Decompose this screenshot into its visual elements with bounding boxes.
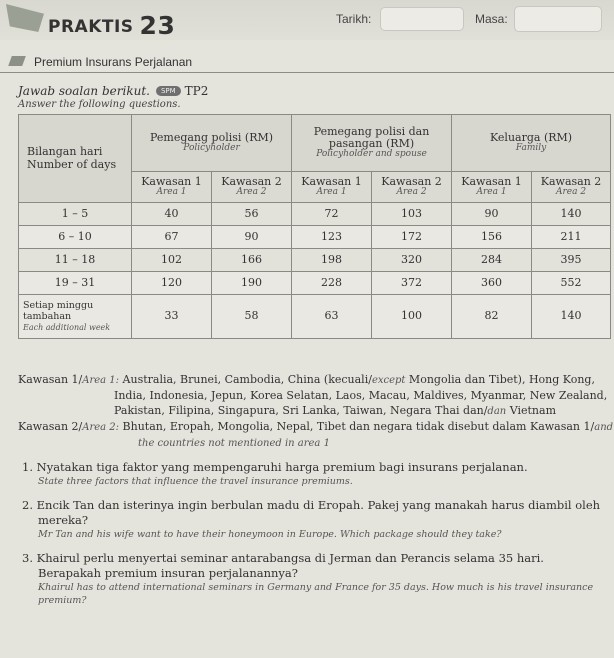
masa-label: Masa: <box>475 12 508 26</box>
table-row: 11 – 18 102 166 198 320 284 395 <box>19 249 611 272</box>
area2-description: Kawasan 2/Area 2: Bhutan, Eropah, Mongolia, Nepal, Tibet dan negara tidak disebut dalam Kawasan 1/and the countries not mentioned in area 1 <box>18 420 614 449</box>
area1-header: Kawasan 1 Area 1 <box>292 172 372 203</box>
section-title: Premium Insurans Perjalanan <box>34 55 193 69</box>
area2-header: Kawasan 2 Area 2 <box>372 172 452 203</box>
praktis-label: PRAKTIS <box>48 17 134 37</box>
area1-header: Kawasan 1 Area 1 <box>452 172 532 203</box>
area1-header: Kawasan 1 Area 1 <box>132 172 212 203</box>
instruction-ms: Jawab soalan berikut. SPM TP2 <box>18 84 209 98</box>
days-header: Bilangan hari Number of days <box>19 115 132 203</box>
table-row: 19 – 31 120 190 228 372 360 552 <box>19 272 611 295</box>
question-item: 2. Encik Tan dan isterinya ingin berbulan madu di Eropah. Pakej yang manakah harus diambil oleh mereka? Mr Tan and his wife want to have their honeymoon in Europe. Which package should they take? <box>22 498 601 540</box>
area2-header: Kawasan 2 Area 2 <box>212 172 292 203</box>
tarikh-label: Tarikh: <box>336 12 372 26</box>
table-row: 6 – 10 67 90 123 172 156 211 <box>19 226 611 249</box>
tarikh-field[interactable] <box>380 7 464 31</box>
policyholder-header: Pemegang polisi (RM) Policyholder <box>132 115 292 172</box>
masa-field[interactable] <box>514 6 602 32</box>
area1-description: Kawasan 1/Area 1: Australia, Brunei, Cambodia, China (kecuali/except Mongolia dan Tibet), Hong Kong, India, Indonesia, Jepun, Korea Selatan, Laos, Macau, Maldives, Myanmar, New Zealand, Pakistan, Filipina, Singapura, Sri Lanka, Taiwan, Negara Thai dan/dan Vietnam <box>18 373 608 417</box>
section-heading <box>0 52 614 72</box>
praktis-logo-icon <box>6 4 44 32</box>
tp-level: TP2 <box>184 84 209 98</box>
spm-badge: SPM <box>156 86 181 96</box>
section-marker-icon <box>8 56 26 66</box>
question-item: 3. Khairul perlu menyertai seminar antarabangsa di Jerman dan Perancis selama 35 hari. Berapakah premium insuran perjalanannya? Khairul has to attend international seminars in Germany and France for 35 days. How much is his travel insurance premium? <box>22 551 594 606</box>
praktis-title <box>48 9 175 38</box>
page-header <box>0 0 614 40</box>
section-divider <box>0 72 614 73</box>
table-row: 1 – 5 40 56 72 103 90 140 <box>19 203 611 226</box>
question-item: 1. Nyatakan tiga faktor yang mempengaruhi harga premium bagi insurans perjalanan. State three factors that influence the travel insurance premiums. <box>22 460 528 487</box>
table-row-additional-week: Setiap minggu tambahan Each additional week 33 58 63 100 82 140 <box>19 295 611 339</box>
instruction-en: Answer the following questions. <box>18 99 181 110</box>
praktis-number: 23 <box>139 11 176 40</box>
premium-table <box>18 114 611 339</box>
spouse-header: Pemegang polisi dan pasangan (RM) Policyholder and spouse <box>292 115 452 172</box>
questions <box>22 460 608 617</box>
family-header: Keluarga (RM) Family <box>452 115 611 172</box>
area2-header: Kawasan 2 Area 2 <box>532 172 611 203</box>
